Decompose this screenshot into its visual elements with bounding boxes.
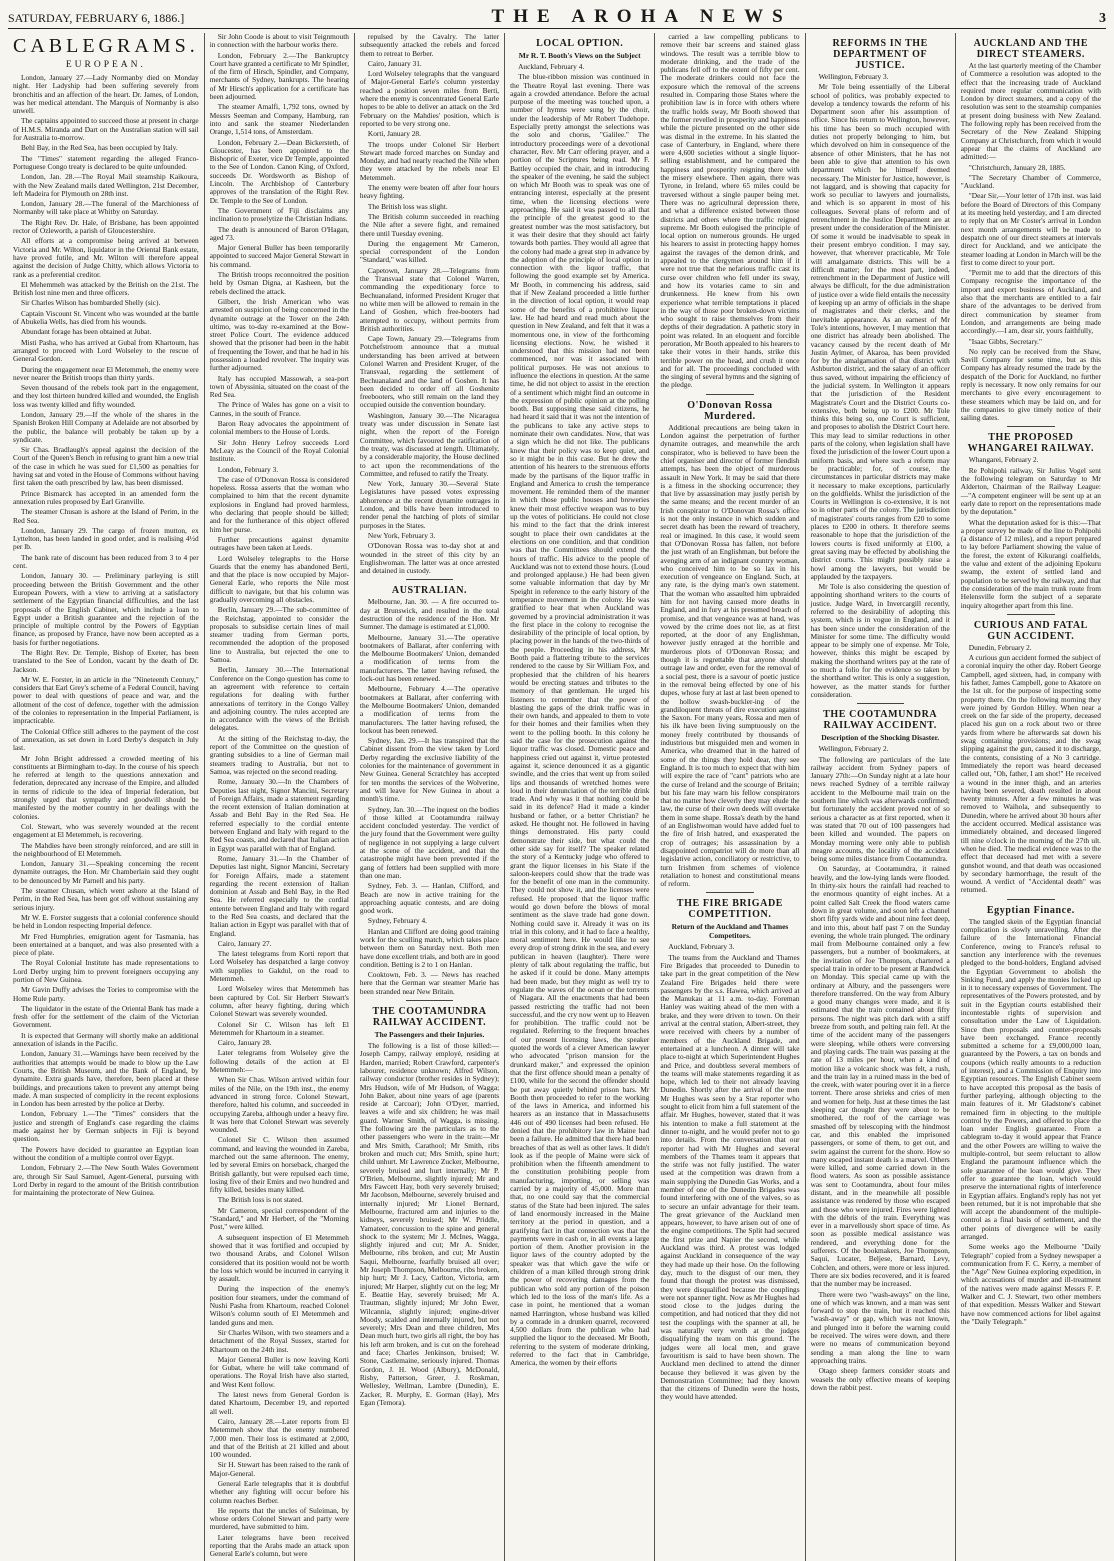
article-paragraph: London, January 31.—Warnings have been received by the authorities that attempts would be made to blow up the Law Courts, the British Museum, and the Bank of England, by dynamite. Extra guards have, therefore, been placed at these buildings, and precautions taken to prevent any attempt being made. A man suspected of complicity in the recent explosions in London has been arrested by the police at Derby.	[13, 1049, 199, 1109]
article-paragraph: Cape Town, January 29.—Telegrams from Potchefstroom announce that a mutual understanding has been arrived at between Colonel Warren and President Kruger, of the Transvaal, regarding the settlement of Bechuanaland and the land of Goshen. It has been decided to order off all Goshenite freebooters, who still remain on the land they occupied outside the convention boundary.	[359, 334, 500, 410]
column-1	[8, 33, 205, 1561]
gun-accident-title: CURIOUS AND FATAL GUN ACCIDENT.	[973, 619, 1088, 642]
article-paragraph: London, February 2.—The New South Wales Government are, through Sir Saul Samuel, Agent-General, pursuing with Lord Derby in regard to the amount of the British contribution for maintaining the protectorate of New Guinea.	[13, 1163, 199, 1198]
article-paragraph: London, February 1.—The "Times" considers that the justice and strength of England's case regarding the claims made against her by German subjects in Fiji is beyond question.	[13, 1109, 199, 1144]
cootamundra-title: THE COOTAMUNDRA RAILWAY ACCIDENT.	[372, 1006, 487, 1029]
australian-body	[360, 598, 499, 996]
cootamundra-subtitle: The Passengers and their Injuries.	[374, 1030, 485, 1040]
article-paragraph: The Mahdies have been strongly reinforced, and are still in the neighbourhood of El Metemmeh.	[13, 840, 199, 858]
article-paragraph: Lord Wolseley telegraphs to the Horse Guards that the enemy has abandoned Berti, and that the place is now occupied by Major-General Earle, who reports the Nile most difficult to navigate, but that his column was gradually overcoming all obstacles.	[209, 553, 349, 604]
article-paragraph: The British loss is not stated.	[217, 1195, 303, 1205]
article-paragraph: General Earle telegraphs that it is doubtful whether any fighting will occur before his column reaches Berber.	[209, 1478, 349, 1505]
article-paragraph: The Royal Colonial Institute has made representations to Lord Derby urging him to prevent foreigners occupying any portion of New Guinea.	[13, 958, 199, 984]
column-6	[806, 33, 956, 1561]
reforms-title: REFORMS IN THE DEPARTMENT OF JUSTICE.	[832, 38, 928, 71]
article-paragraph: Mr W. E. Forster, in an article in the "Nineteenth Century," considers that Earl Grey's scheme of a Federal Council, having power to deal with questions of peace and war, and the allotment of the cost of defence, together with the admission of the colonies to representation in the Imperial Parliament, is impracticable.	[13, 674, 199, 726]
direct-steamers-body	[961, 62, 1101, 422]
divider	[706, 394, 753, 395]
egyptian-finance-title: Egyptian Finance.	[986, 904, 1075, 916]
divider	[706, 892, 753, 893]
article-paragraph: The tangled skein of the Egyptian financial complication is slowly unravelling. After the failure of the International Financial Conference, owing to France's refusal to sanction any interference with the revenues pledged to the bond-holders, England advised the Egyptian Government to abolish the Sinking Fund, and apply the monies locked up in it to necessary expenses of Government. The representatives of the Powers protested, and by suit in the Egyptian courts established their incontestable rights of supervision and consultation under the Law of Liquidation. Since then proposals and counter-proposals have been exchanged. France recently submitted a scheme for a £9,000,000 loan, guaranteed by the Powers, a tax on bonds and coupons (which really amounts to a reduction of interest), and a Commission of Enquiry into Egyptian resources. The English Cabinet seem to have accepted this proposal as the basis of further parleying, although objecting to the main features of it. Mr Gladstone's cabinet remained firm in objecting to the multiple control by the Powers, and offered to place the loan under English guarantee. From a cablegram to-day it would appear that France and the other Powers are willing to waive the multiple-control, but seem reluctant to allow England the paramount influence which the sole guarantee of the loan would give. They offer to guarantee the loan, which would preserve the international rights of interference in Egyptian affairs. England's reply has not yet been returned, but it is not improbable that she will accept the abandonment of the multiple-control as a final basis of settlement, and the other points of divergence will be easily arranged.	[960, 916, 1101, 1241]
article-paragraph: Seven thousand of the rebels took part in the engagement, and they lost thirteen hundred killed and wounded, the English loss was twenty killed and fifty wounded.	[13, 383, 199, 409]
columns	[8, 32, 1106, 1559]
fire-brigade-subtitle: Return of the Auckland and Thames Competitors.	[671, 922, 789, 941]
article-paragraph: Some weeks ago the Melbourne "Daily Telegraph" copied from a Sydney newspaper a communication from F. C. Kerry, a member of the "Age" New Guinea exploring expedition, in which accusations of murder and ill-treatment of the natives were made against Messrs F. P. Walker and C. J. Stewart, two other members of that expedition. Messrs Walker and Stewart have now commenced actions for libel against the "Daily Telegraph."	[960, 1242, 1101, 1326]
article-paragraph: The British loss was slight.	[367, 201, 448, 211]
article-paragraph: Later telegrams have been received reporting that the Arabs made an attack upon General Earle's column, but were	[209, 1532, 349, 1559]
article-paragraph: Mr Tole is also considering the question of appointing shorthand writers to the courts of justice. Judge Ward, in Invercargill recently, referred to the desirability of adopting this system, which is in vogue in England, and it has been since under the consideration of the Minister for some time. The difficulty would appear to be simply one of expense. Mr Tole, however, thinks this might be escaped by making the shorthand writers pay at the rate of so much a folio for the evidence so taken by the shorthand writer. This is only a suggestion, however, as the matter stands for further consideration.	[810, 582, 950, 699]
article-paragraph: Major General Buller is now leaving Korti for Gubat, where he will take command of operations. The Royal Irish have also started, and West Kent follow.	[209, 1354, 349, 1389]
article-paragraph: London, February 3.	[217, 464, 279, 474]
article-paragraph: Abundant forage has been obtained at Jubat.	[21, 327, 152, 337]
article-paragraph: The following is a list of those killed:—Joseph Campy, railway employé, residing at Harden, married; Robert Crawford, carpenter's labourer, residence unknown; Alfred Wilson, railway conductor (brother resides in Sydney); Mrs Hudson, wife of Mr Hudson, of Wagga; John Baker, about nine years of age (parents reside at Carcoar); John O'Dyer, married, leaves a wife and six children; he was mail guard. Warner Smith, of Wagga, is missing. The following are the particulars as to the other passengers who were in the train:—Mr and Mrs Smith, Carathool; Mr Smith, ribs broken and much cut; Mrs Smith, spine hurt; child unhurt. Mr Lawrence Zucker, Melbourne, severely bruised and hurt internally; Mr P. O'Brien, Melbourne, slightly injured; Mr and Mrs Fawcett Hay, both very severely bruised; Mr Jacobson, Melbourne, severely bruised and internally injured; Mr Lionel Bernard, Melbourne, fractured arm and injuries to the kidneys, severely bruised; Mr W. Priddle, Yamateer, concussion to the spine and general shock to the system; Mr J. McInes, Wagga, slightly injured and cut; Mr A. Snider, Melbourne, ribs broken, and cut; Mr Austin Saqui, Melbourne, fearfully bruised all over; Mr Joseph Thompson, Melbourne, ribs broken, hip hurt; Mr J. Lacy, Carlton, Victoria, arm injured; Mr Harper, slightly cut on the leg; Mr E. Beattie Hay, severely bruised; Mr A. Trautman, slightly injured; Mr John Ewer, Wilcannia, slightly injured; engine-driver Moody, scalded and internally injured, but not severely; Mrs Dean and three children, Mrs Dean much hurt, two girls all right, the boy has his left arm broken, and is cut on the forehead and face; Charles Jenkinson, bruised; W. Stone, Castlemaine, seriously injured. Thomas Gordon, J. H. Wood (Albury), McDonald, Risby, Patterson, Greer, J. Roskman, Wellesley, Wellman, Lambre (Dunedin), E. Zacker, R. Murphy, E. Gorman (Hay), Mrs Egan (Temora).	[359, 1041, 500, 1407]
article-paragraph: Sir Charles Wilson has bombarded Shelly (sic).	[21, 298, 161, 308]
article-paragraph: The steamer Amalfi, 1,792 tons, owned by Messrs Seeman and Company, Hamburg, ran into and sank the steamer Niederlanden Orange, 1,514 tons, of Amsterdam.	[209, 102, 349, 137]
article-paragraph: New York, January 30.—Several State Legislatures have passed votes expressing abhorrence at the recent dynamite outrages in London, and bills have been introduced to render penal the hatching of plots of similar purposes in the States.	[359, 479, 500, 530]
article-paragraph: The captains appointed to succeed those at present in charge of H.M.S. Miranda and Dart on the Australian station will sail for Australia to-morrow.	[13, 116, 199, 143]
page-number: 3	[1098, 11, 1106, 26]
article-paragraph: Col. Stewart, who was severely wounded at the recent engagement at El Metemmeh, is recovering.	[13, 821, 199, 840]
local-option-body	[510, 63, 649, 1368]
article-paragraph: During the engagement near El Metemmeh, the enemy were never nearer the British troops than thirty yards.	[13, 364, 199, 382]
article-paragraph: Cairo, January 28.—Later reports from El Metemmeh show that the enemy numbered 7,000 men. Their loss is estimated at 2,000, and that of the British at 21 killed and about 100 wounded.	[209, 1416, 349, 1460]
article-paragraph: Whangarei, February 2.	[968, 455, 1039, 465]
article-paragraph: "The Secretary Chamber of Commerce, "Auckland.	[960, 172, 1101, 191]
article-paragraph: The latest news from General Gordon is dated Khartoum, December 19, and reported all well.	[209, 1390, 349, 1416]
masthead	[8, 6, 1106, 29]
article-paragraph: Behl Bay, in the Red Sea, has been occupied by Italy.	[21, 143, 178, 153]
european-subtitle: EUROPEAN.	[65, 60, 146, 70]
article-paragraph: Melbourne, January 31.—The operative bootmakers of Ballarat, after conferring with the Melbourne Bootmakers' Union, demanded a modification of terms from the manufacturers. The latter having refused, the lock-out has been renewed.	[359, 632, 500, 684]
reforms-body	[811, 73, 950, 699]
rossa-body	[660, 424, 799, 889]
direct-steamers-title: AUCKLAND AND THE DIRECT STEAMERS.	[973, 38, 1089, 60]
rossa-title: O'Donovan Rossa Murdered.	[687, 399, 773, 422]
article-paragraph: repulsed by the Cavalry. The latter subsequently attacked the rebels and forced them to retreat to Berber.	[359, 32, 500, 58]
cootamundra-description-body	[811, 745, 950, 1392]
article-paragraph: Mr W. E. Forster suggests that a colonial conference should be held in London respecting Imperial defence.	[13, 912, 199, 931]
article-paragraph: There were two "wash-aways" on the line, one of which was known, and a man was sent forward to stop the train, but it reached this "wash-away" or gap, which was not known, and plunged into it before the warning could be received. The wires were down, and there were no means of communication beyond sending a man along the line to warn approaching trains.	[810, 1289, 950, 1365]
article-paragraph: Italy has occupied Massowah, a sea-port town of Abyssinia, situated on the coast of the Red Sea.	[209, 373, 349, 400]
article-paragraph: London, February 2.—The Bankruptcy Court have granted a certificate to Mr Spindler, of the firm of Hirsch, Spindler, and Company, merchants of Sydney, bankrupts. The hearing of Mr Hirsch's application for a certificate has been adjourned.	[209, 50, 349, 102]
article-paragraph: No reply can be received from the Shaw, Savill Company for some time, but as this Company has already resumed the trade by the despatch of the Doric for Auckland, no further reply is necessary. It now only remains for our merchants to give every encouragement to these steamers which may be laid on, and for the companies to give timely notice of their sailing dates.	[960, 346, 1101, 423]
fire-brigade-body	[660, 943, 799, 1401]
article-paragraph: The bank rate of discount has been reduced from 3 to 4 per cent.	[13, 552, 199, 571]
article-paragraph: Cairo, January 31.	[367, 58, 422, 68]
article-paragraph: The blue-ribbon mission was continued in the Theatre Royal last evening. There was again a crowded attendance. Before the actual purpose of the meeting was touched upon, a number of hymns were sung by the choir, under the leadership of Mr Robert Tudehope. Especially pretty amongst the selections was the solo and chorus, "Galilee." The introductory proceedings were of a devotional character, Rev. Mr Carr offering prayer, and a portion of the Scriptures being read. Mr F. Battley occupied the chair, and in introducing the speaker of the evening, he said the subject on which Mr Booth was to speak was one of entrancing interest, especially at the present time, when the licensing elections were approaching. He said it was passed to all that the principle of the greatest good to the greatest number was the most satisfactory, but it was their desire that they should act fairly towards both parties. They would all agree that the colony had made a great step in advance by the adoption of the principle of local option in connection with the liquor traffic, that following the good example set by America. Mr Booth, in commencing his address, said that if New Zealand proceeded a little further in the direction of local option, it would reap some of the benefits of a prohibitive liquor law. He had heard and read much about the question in New Zealand, and felt that it was a momentous one, in view of the forthcoming licensing elections. Now, he wished it understood that this mission had not been commenced, nor was it associated with political purposes. He was not anxious to influence the elections in question. At the same time, he did not object to assist in the erection of a sentiment which might find an outcome in the expression of public opinion at the polling booth. But supposing these said citizens, he had heard it said that it was not the intention of the publicans to take any active steps to nominate their own candidates. Now, that was a sign which he did not like. The publicans knew that their policy was to keep quiet, and so it might be in this case. But he drew the attention of his hearers to the strenuous efforts made by the partisans of the liquor traffic in England and America to crush the temperance movement. He reminded them of the manner in which those public houses and breweries knew their most effective weapon was to buy up the votes of politicians. He could not close his mind to the fact that the drink interest sought to place their own candidates at the elections on one condition, and that condition was that the Committees should extend the hours of traffic. His advice to the people of Auckland was not to extend those hours. (Loud and prolonged applause.) He had been given some valuable information that day by Mr Speight in reference to the early history of the temperance movement in the colony. He was gratified to hear that when Auckland was governed by a provincial administration it was the first place in the colony to recognise the desirability of the principle of local option, by placing power in the hands of the two-thirds of the people. Proceeding in his address, Mr Booth paid a flattering tribute to the services rendered to the cause by Sir William Fox, and prophesied that the children of his hearers would be erecting statues and tributes to the memory of that gentleman. He urged his listeners to remember that the power of blasting the gaps of the drink traffic was in their own hands, and appealed to them to vote for their homes and their families when they went to the polling booth. In this colony he said the case for the prosecution against the liquor traffic was closed. Domestic peace and happiness cried out against it, virtue protested against it, science denounced it as a gigantic swindle, and the cries that went up from soiled lips and thousands of wretched homes were loud in their denunciation of the terrible drink trade. And why was it that nothing could be said in its defence? Had it made a kinder husband or father, or a better Christian? he asked. He thought not. He followed in having things demonstrated. His party could demonstrate their side, but what could the other side say for itself? The speaker related the story of a Kentucky judge who offered to grant the liquor licenses in his State if the saloon-keepers could show that the trade was for the benefit of one man in the community. They could not show it, and the licenses were refused. He proposed that the liquor traffic would go down before the blows of moral sentiment as the slave trade had gone down. Nothing could save it. Already it was on its trial in this colony, and it had to face a healthy, moral sentiment here. He would like to see every drop of strong drink in the sea, and every publican in heaven (laughter). There were plenty of talk about regulating the traffic, but he asked if it could be done. Many attempts had been made, but they might as well try to regulate the waves of the ocean or the torrents of Niagara. All the enactments that had been passed restricting the traffic had not been successful, and the cry now went up to Heaven for prohibition. The traffic could not be regulated. Referring to the frequent breaches of our present licensing laws, the speaker quoted the words of a clever American lawyer who advocated "prison mansion for the drunkard maker," and expressed the opinion that the first offence should mean a penalty of £100, while for the second the offender should be put away quietly behind prison bars. Mr Booth then proceeded to refer to the working of the laws in America, and informed his hearers as an instance that in Massachusetts 446 out of 490 licenses had been refused. He denied that the prohibitory law in Maine had been a failure. He admitted that there had been breaches of that as well as other laws. It didn't look as if the people of Maine were sick of prohibition when the fifteenth amendment to the constitution prohibiting people from manufacturing, importing, or selling was carried by a majority of 45,000. More than that, no one could say that the commercial status of the State had been injured. The sales of land enormously increased in the Maine territory at the period in question, and a gratifying fact in that connection was that the payments were in cash or, in all events a large portion of them. Another provision in the liquor laws of the country adopted by the speaker was that which gave the wife or children of a man killed through strong drink the power of recovering damages from the publican who sold any portion of the poison which led to the loss of the man's life. As a case in point, he mentioned that a woman named Harrington, whose husband was killed by a comrade in a drunken quarrel, recovered 4,500 dollars from the publican who had supplied the liquor to the deceased. Mr Booth, referring to the system of moderate drinking, referred to the fact that in Cambridge, America, the women by their efforts	[510, 72, 650, 1368]
column-3	[355, 33, 505, 1561]
article-paragraph: The latest telegrams from Korti report that Lord Wolseley has despatched a large convoy with supplies to Gakdul, on the road to Metemmeh.	[209, 949, 349, 984]
article-paragraph: During the inspection of the enemy's position four steamers, under the command of Nushi Pasha from Khartoum, reached Colonel Wilson's column south of El Metemmeh and landed guns and men.	[209, 1284, 349, 1327]
cootamundra-body	[360, 1042, 499, 1407]
article-paragraph: O'Donovan Rossa was to-day shot at and wounded in the street of this city by an Englishwoman. The latter was at once arrested and detained in custody.	[359, 541, 500, 576]
issue-date: SATURDAY, FEBRUARY 6, 1886.]	[8, 11, 185, 25]
article-paragraph: Sydney, Feb. 3. — Hanlan, Clifford, and Beach are now in active training for the approaching aquatic contests, and are doing good work.	[359, 881, 500, 916]
fire-brigade-title: THE FIRE BRIGADE COMPETITION.	[676, 898, 784, 921]
gun-accident-body	[961, 644, 1101, 895]
article-paragraph: The liquidator in the estate of the Oriental Bank has made a fresh offer for the settlement of the claim of the Victorian Government.	[13, 1003, 199, 1030]
article-paragraph: During the engagement Mr Cameron, special correspondent of the London "Standard," was killed.	[359, 238, 500, 265]
article-paragraph: The British column succeeded in reaching the Nile after a severe fight, and remained there until Tuesday evening.	[359, 211, 500, 238]
article-paragraph: London, February 2.—Dean Bickersteth, of Gloucester, has been appointed to the Bishopric of Exeter, vice Dr Temple, appointed to the See of London. Canon King, of Oxford, succeeds Dr. Wordsworth as Bishop of Lincoln. The Archbishop of Canterbury approves of the translation of the Right Rev. Dr. Temple to the See of London.	[209, 137, 349, 205]
article-paragraph: The Colonial Office still adheres to the payment of the cost of annexation, as set down in Lord Derby's despatch in July last.	[13, 726, 199, 753]
article-paragraph: Sir John Coode is about to visit Teignmouth in connection with the harbour works there.	[209, 32, 349, 50]
article-paragraph: "Isaac Gibbs, Secretary."	[968, 336, 1042, 346]
whangarei-railway-body	[961, 456, 1101, 609]
article-paragraph: A subsequent inspection of El Metemmeh showed that it was fortified and occupied by two thousand Arabs, and Colonel Wilson considered that its position would not be worth the loss which would be incurred in carrying it by assault.	[209, 1232, 349, 1284]
article-paragraph: The case of O'Donovan Rossa is considered hopeless. Rossa asserts that the woman who complained to him that the recent dynamite explosions in England had proved harmless, who declaring that people should be killed; and for the furtherance of this object offered him her purse.	[209, 474, 349, 534]
article-paragraph: The teams from the Auckland and Thames Fire Brigades that proceeded to Dunedin to take part in the great competition of the New Zealand Fire Brigades held there were passengers by the s.s. Hawea, which arrived at the Manukau at 11 a.m. to-day. Foreman Hanley was waiting ahead of the men with a brake, and they were driven to town. On their arrival at the central station, Albert-street, they were received with cheers by a number of members of the Auckland Brigade, and entertained at a luncheon. A dinner will take place to-night at which Superintendent Hughes and Price, and doubtless several members of the teams will make statements regarding it as hope, which led to their not already leaving Dunedin. Shortly after the arrival of the men Mr Hughes was seen by a Star reporter who sought to elicit from him a full statement of the affair. Mr Hughes, however, stated that it was his intention to make a full statement at the dinner to-night, and he would prefer not to go into details. From the conversation that our reporter had with Mr Hughes and several members of the Thames team it appears that the strife was not fully justified. The water used at the competition was drawn from a main supplying the Dunedin Gas Works, and a member of one of the Dunedin Brigades was found interfering with one of the valves, so as to secure an unfair advantage for their team. The great grievance of the Auckland men appears, however, to have arisen out of one of the engine competitions. The Split had secured the first prize and Napier the second, while Auckland was third. A protest was lodged against Auckland in consequence of the way they had made up their hose. On the following day, much to the disgust of our men, they found that though the protest was dismissed, they were disqualified because the couplings were not spanner tight. Now as Mr Hughes had stood close to the judges during the competition, and had noticed that they did not test the couplings with the spanner at all, he was naturally very wroth at the judges disqualifying the team on this ground. The judges were all local men, and grave favouritism is said to have been shown. The Auckland men declined to attend the dinner because they believed it was given by the Demonstration Committee; had they known that the citizens of Dunedin were the hosts, they would have attended.	[660, 952, 800, 1402]
article-paragraph: Baron Reay advocates the appointment of colonial members to the House of Lords.	[209, 419, 349, 437]
article-paragraph: Major General Buller has been temporarily appointed to succeed Major General Stewart in his command.	[209, 243, 349, 269]
article-paragraph: Rome, January 31.—In the Chamber of Deputies last night, Signor Mancini, Secretary for Foreign Affairs, made a statement regarding the recent extension of Italian dominion at Assab and Behl Bay, in the Red Sea. He referred especially to the cordial entente between England and Italy with regard to the Red Sea coasts, and declared that the Italian action in Egypt was parallel with that of England.	[209, 853, 349, 938]
article-paragraph: All efforts at a compromise being arrived at between Victoria and Mr. Wilton, liquidator in the Oriental Bank estate, have proved futile, and Mr. Wilton will therefore appeal against the decision of Judge Chitty, which allows Victoria to rank as a preferential creditor.	[13, 236, 199, 279]
article-paragraph: London, January 29. The cargo of frozen mutton, ex Lyttelton, has been landed in good order, and is realising 4½d per lb.	[13, 525, 199, 552]
article-paragraph: On Saturday, at Cootamundra, it rained heavily, and the low-lying lands were flooded. In thirty-six hours the rainfall had reached to the enormous quantity of eight inches. At a point called Salt Creek the flood waters came down in great volume, and soon left a channel short fifty yards wide and about nine feet deep, and into this, about half past 7 on the Sunday evening, the whole train plunged. The ordinary mail from Melbourne contained only a few passengers, but a number of bookmakers, at the invitation of Joe Thompson, chartered a special train in order to be present at Randwick on Monday. This special came up with the ordinary at Albury, and the passengers were therefore transferred. On the way from Albury a good many changes were made, and it is estimated that the train contained about fifty persons. The night was pitch dark with a stiff breeze from south, and pelting rain fell. At the time of the accident many of the passengers were sleeping, while others were conversing and playing cards. The train was passing at the rate of 13 miles per hour, when a kind of motion like a volcanic shock was felt, a rush, and the train lay in a ruined mass in the bed of the creek, with water pouring over it in a fierce torrent. There arose shrieks and cries of men and women for help. Just at these times the last sleeping car thought they were about to be smothered, the roof of the carriage was smashed off by telescoping with the hindmost car, and this enabled the imprisoned passengers, or some of them, to get out, and swim against the current for the shore. How so many escaped instant death is a marvel. Others were killed, and some carried down in the flood waters. As soon as possible assistance was sent to Cootamundra, about four miles distant, and in the meanwhile all possible assistance was rendered by those who escaped and those who were injured. Fires were lighted with the débris of the train. Everything was ever in a marvellously short space of time. As soon as possible medical assistance was rendered, and everything done for the sufferers. Of the bookmakers, Joe Thompson, Saqui, Lucater, Beljese, Barnard, Levy, Cohclen, and others, were more or less injured. There are six bodies recovered, and it is feared that the number may be increased.	[810, 864, 950, 1289]
article-paragraph: Mr Gavin Duffy advises the Tories to compromise with the Home Rule party.	[13, 985, 199, 1003]
article-paragraph: Sir H. Stewart has been raised to the rank of Major-General.	[209, 1460, 349, 1478]
article-paragraph: Gilbert, the Irish American who was arrested on suspicion of being concerned in the dynamite outrage at the Tower on the 24th ultimo, was to-day re-examined at the Bow-street Police Court. The evidence adduced showed that the prisoner had been in the habit of frequenting the Tower, and that he had in his possession a loaded revolver. The inquiry was further adjourned.	[209, 296, 349, 373]
article-paragraph: Cairo, January 27.	[217, 938, 272, 948]
article-paragraph: Re Pohipohi railway, Sir Julius Vogel sent the following telegram on Saturday to Mr Alderton, Chairman of the Railway League:—"A competent engineer will be sent up at an early date to report on the representations made by the deputation."	[960, 465, 1101, 517]
column-5	[655, 33, 805, 1561]
article-paragraph: Lord Wolseley wires that Metemmeh has been captured by Col. Sir Herbert Stewart's column, after heavy fighting, during which Colonel Stewart was severely wounded.	[209, 984, 349, 1019]
article-paragraph: The following are particulars of the late railway accident from Sydney papers of January 27th:—On Sunday night at a late hour news reached Sydney of a terrible railway accident to the Melbourne mail train on the southern line which was afterwards confirmed; but fortunately the accident proved not of so serious a character as at first reported, when it was stated that 70 out of 100 passengers had been killed and wounded. The papers on Monday morning were only able to publish meagre accounts, the locality of the accident being some miles distance from Cootamundra.	[810, 754, 950, 864]
article-paragraph: Sydney, Jan. 29.—It has transpired that the Cabinet dissent from the view taken by Lord Derby regarding the exclusive liability of the colonies for the maintenance of government in New Guinea. General Scratchley has accepted for ten months the services of the Wolverine, and will leave for New Guinea in about a month's time.	[359, 736, 500, 804]
article-paragraph: The troops under Colonel Sir Herbert Stewart made forced marches on Sunday and Monday, and had nearly reached the Nile when they were attacked by the rebels near El Metemmeh.	[359, 139, 500, 182]
article-paragraph: The Prince of Wales has gone on a visit to Cannes, in the south of France.	[209, 400, 349, 418]
article-paragraph: Dunedin, February 2.	[968, 642, 1032, 652]
divider	[1007, 899, 1055, 900]
divider	[1007, 426, 1055, 427]
article-paragraph: It is expected that Germany will shortly make an additional annexation of islands in the Pacific.	[13, 1030, 199, 1049]
article-paragraph: The Powers have decided to guarantee an Egyptian loan without the condition of a multiple control over Egypt.	[13, 1144, 199, 1162]
article-paragraph: The death is announced of Baron O'Hagan, aged 73.	[209, 224, 349, 242]
article-paragraph: New York, February 3.	[367, 530, 436, 540]
article-paragraph: At the last quarterly meeting of the Chamber of Commerce a resolution was adopted to the effect that the increasing trade of Auckland required more regular communication with London by direct steamers, and a copy of the resolution was sent to the steamship companies at present doing business with New Zealand. The following reply has been received from the Secretary of the New Zealand Shipping Company at Christchurch, from which it would appear that the claims of Auckland are admitted:—	[960, 61, 1101, 162]
article-paragraph: Captain Viscount St. Vincent who was wounded at the battle of Abukelia Wells, has died from his wounds.	[13, 308, 199, 327]
article-paragraph: Mr John Bright addressed a crowded meeting of his constituents at Birmingham to-day. In the course of his speech he referred at length to the questions annexation and federation, deprecated any increase of the Empire, and alluded in terms of ridicule to the idea of Imperial federation, but strongly urged that sympathy and goodwill should be manifested by the mother country in her dealings with the colonies.	[13, 753, 199, 821]
local-option-subtitle: Mr R. T. Booth's Views on the Subject	[518, 51, 641, 60]
cablegrams-final	[360, 33, 499, 575]
divider	[857, 703, 904, 704]
article-paragraph: Berlin, January 29.—The sub-committee of the Reichstag, appointed to consider the proposals to subsidise certain lines of mail steamer trading from German ports, recommended the adoption of the proposed line to Australia, but rejected the one to Samoa.	[209, 605, 349, 665]
article-paragraph: At the sitting of the Reichstag to-day, the report of the Committee on the question of granting subsidies to a line of German mail steamers trading to Australia, but not to Samoa, was rejected on the second reading.	[209, 733, 349, 776]
article-paragraph: Mr Cameron, special correspondent of the "Standard," and Mr Herbert, of the "Morning Post," were killed.	[209, 1205, 349, 1232]
article-paragraph: carried a law compelling publicans to remove their bar screens and stained glass windows. The result was a terrible blow to moderate drinking, and the trade of the publicans fell off to the extent of fifty per cent. The moderate drinkers could not face the exposure which the removal of the screens resulted in. Comparing those States where the prohibition law is in force with others where the traffic holds sway, Mr Booth showed that the former revelled in prosperity and happiness while the picture presented on the other side was dismal in the extreme. In his slanted the case of Canterbury, in England, where there were 4,600 societies without a single liquor-selling establishment, and he compared the happiness and prosperity reigning there with the misery elsewhere. Then again, there was Tyrone, in Ireland, where 65 miles could be traversed without a single pauper being met. There was no agricultural depression there, and what a difference existed between those districts and others where the traffic reigned supreme. Mr Booth eulogised the principle of local option on numerous grounds. He urged his hearers to assist in protecting happy homes against the ravages of the demon drink, and appealed to the clergymen around him if it were not true that the nefarious traffic cast its curse over children who fell under its sway, and how its votaries came to sin and drunkenness. He knew from his own experience what terrible temptations it placed in the way of those poor broken-down victims who sought to raise themselves from their depths of their degradation. A pathetic story in point was related. In an eloquent and forcible peroration, Mr Booth appealed to his hearers to take their votes in their hands, strike this terrible power on the head, and crush it once and for all. The proceedings concluded with the singing of several hymns and the signing of the pledge.	[660, 32, 800, 390]
article-paragraph: London, January 28.—The funeral of the Marchioness of Normanby will take place at Whitby on Saturday.	[13, 199, 199, 217]
article-paragraph: El Mehemmeh was attacked by the British on the 21st. The British lost nine men and three officers.	[13, 279, 199, 298]
article-paragraph: Rome, January 30.—In the Chambers of Deputies last night, Signor Mancini, Secretary of Foreign Affairs, made a statement regarding the recent extension of Italian domination at Assab and Behl Bay in the Red Sea. He referred especially to the cordial entente between England and Italy with regard to the Red Sea coasts, and declared that Italian action in Egypt was parallel with that of England.	[209, 777, 349, 853]
article-paragraph: The Right Rev. Dr. Hale, of Brisbane, has been appointed rector of Ozleworth, a parish of Gloucestershire.	[13, 217, 199, 236]
column-7	[956, 33, 1106, 1561]
article-paragraph: Additional precautions are being taken in London against the perpetration of further dynamite outrages, and meanwhile the arch conspirator, who is believed to have been the chief organiser and director of former fiendish attempts, has been the object of murderous assault in New York. It may be said that there is a fitness in the shocking occurrence; they that live by assassination may justly perish by the same means; and the recent murder of an Irish conspirator to O'Donovan Rossa's office is not the only instance in which sudden and secret death has been the reward of treachery, real or imagined. In this case, it would seem that O'Donovan Rossa has fallen, not before the just wrath of an Englishman, but before the avenging arm of an indignant country woman, who conceived him to be so lax in his execution of vengeance on England. Such, at any rate, is the dying man's own statement. That the woman who assaulted him upbraided him for not having caused more deaths in England, and in fury at his presumed breach of promise, and that vengeance was at hand, was vowed by the crime does not lie, as at first reported, at the door of any Englishman, however justly enraged at the horrible and murderous plots of O'Donovan Rossa; and though it is regrettable that anyone should outrage law and order, even for the removal of a social pest, there is a savour of poetic justice in the removal being effected by one of his dupes, whose fury at last at last been opened to the hollow swash-buckler-ing of the grandiloquent threats of dire execution against the Saxon. For many years, Rossa and men of his ilk have been living sumptuously on the money freely contributed by thousands of industrious but misguided men and women in America, who dreamed that in the hatred of some of the things they hold dear, they see England. It is too much to expect that with him will expire the race of "cant" patriots who are the curse of Ireland and the scourge of Britain; but his fate may warn his fellow conspirators that no matter how cleverly they may elude the law, the curse of their own deeds will overtake them in some shape. Rossa's death by the hand of an Englishwoman would have added fuel to the fire of Irish hatred, and exasperated the crop of outrages; his assassination by a disappointed compatriot will do more than all legislative action, conciliatory or restrictive, to turn Irishmen from schemes of violence retaliation to honest and constitutional means of reform.	[660, 422, 800, 889]
article-paragraph: "Dear Sir,—Your letter of 17th inst. was laid before the Board of Directors of this Company at its meeting held yesterday, and I am directed to reply that on Mr Coster's arrival in London next month arrangements will be made to despatch one of our direct steamers at intervals direct for Auckland, and we anticipate the steamer loading at London in March will be the first to come direct to your port.	[960, 191, 1101, 267]
article-paragraph: What the deputation asked for is this:—That a proper survey be made of the line to Pohipohi (a distance of 12 miles), and a report prepared to lay before Parliament showing the value of the forest, the extent of Kikurangi coalfields, the value and extent of the adjoining Epokuru swamp, the extent of settled land and population to be served by the railway, and that the consideration of the main trunk route from Helensville form the subject of a separate inquiry altogether apart from this line.	[960, 517, 1101, 610]
article-paragraph: Colonel Sir C. Wilson has left El Metemmeh for Khartoum in a steamer.	[209, 1019, 349, 1037]
article-paragraph: London, January 27.—Lady Normanby died on Monday night. Her Ladyship had been suffering severely from bronchitis and an affection of the heart. Dr. James, of London, was her medical attendant. The Marquis of Normanby is also unwell.	[13, 73, 199, 116]
paper-name: THE AROHA NEWS	[491, 6, 792, 27]
article-paragraph: Mr Tole being essentially of the Liberal school of politics, was probably expected to develop a tendency towards the reform of his Department soon after his assumption of office. Since his return to Wellington, however, his time has been so much occupied with duties not properly belonging to him, but which devolved on him in consequence of the absence of other Ministers, that he has not been able to give that attention to his own department which he himself deemed necessary. The Minister for Justice, however, is not laggard, and is showing that capacity for work so peculiar to lawyers and journalists, and which is so apparent in most of his colleagues. Several plans of reform and of retrenchment in the Justice Department are at present under the consideration of the Minister. Of some it would be inadvisable to speak in their present embryo condition. I may say, however, that wherever practicable, Mr Tole will amalgamate districts. This will be a difficult matter; for the most part, indeed, retrenchment in the Department of Justice will always be difficult, for the due administration of justice over a wide field entails the necessity of keeping up an army of officials in the shape of magistrates and their clerks, and the inevitable appearance. As an earnest of Mr Tole's intentions, however, I may mention that one district has already been abolished. The vacancy caused by the recent death of Mr Justin Aylmer, of Akaroa, has been provided for by the amalgamation of that district with Ashburton district, and the salary of an officer thus saved, without impairing the efficiency of the judicial system. In Wellington it appears that the jurisdiction of the Resident Magistrate's Court and the District Courts co-extensive, both being up to £200. Mr Tole thinks this being so, one Court is sufficient, and proposes to abolish the District Court here. This may lead to similar reductions in other parts of the colony, when legislation shall have fixed the jurisdiction of the lower Court upon a uniform basis, and where such a reform may be practicable; for, of course, the circumstances in particular districts may make it necessary to make exceptions, particularly on the goldfields. Whilst the jurisdiction of the Courts in Wellington is co-extensive, it is not so in other parts of the colony. The jurisdiction of magistrates' courts ranges from £20 to some places to £200 in others. It therefore seems reasonable to hope that the jurisdiction of the lowers courts is fixed uniformly at £100, a great saving may be effected by abolishing the district courts. This might possibly raise a howl among the lawyers, but would be applauded by the taxpayers.	[810, 82, 950, 581]
article-paragraph: Berlin, January 30.—The International Conference on the Congo question has come to an agreement with reference to certain regulations for dealing with further annexations of territory in the Congo Valley and adjoining country. The rules accepted are in accordance with the views of the British delegates.	[209, 665, 349, 733]
local-option-continued	[660, 33, 799, 390]
article-paragraph: Otago sheep farmers consider stoats and weasels the only effective means of keeping down the rabbit pest.	[810, 1366, 950, 1392]
article-paragraph: Colonel Sir C. Wilson then assumed command, and leaving the wounded in Zareba, marched out the same afternoon. The enemy, led by several Emirs on horseback, charged the British gallantly, but were repulsed each time, losing five of their Emirs and two hundred and fifty killed, besides many killed.	[209, 1135, 349, 1195]
divider	[1007, 614, 1055, 615]
article-paragraph: Cooktown, Feb. 3. — News has reached here that the German war steamer Marie has been stranded near New Britain.	[359, 970, 500, 996]
egyptian-finance-body	[961, 918, 1101, 1327]
divider	[406, 579, 453, 580]
article-paragraph: Mr Fred Humphries, emigration agent for Tasmania, has been entertained at a banquet, and was also presented with a piece of plate.	[13, 931, 199, 958]
column-4	[505, 33, 655, 1561]
article-paragraph: Wellington, February 3.	[818, 72, 889, 81]
article-paragraph: The Government of Fiji disclaims any inclination to proselytize the Christian Indians.	[209, 205, 349, 224]
article-paragraph: "Christchurch, January 28, 1885.	[968, 162, 1066, 172]
article-paragraph: He reports that the uncles of Suleiman, by whose orders Colonel Stewart and party were murdered, have submitted to him.	[209, 1505, 349, 1532]
article-paragraph: Wellington, February 2.	[818, 744, 889, 754]
article-paragraph: Prince Bismarck has accepted in an amended form the annexation rules proposed by Earl Granville.	[13, 488, 199, 506]
article-paragraph: Auckland, February 3.	[668, 942, 735, 952]
australian-title: AUSTRALIAN.	[391, 585, 468, 597]
cootamundra-description-title: THE COOTAMUNDRA RAILWAY ACCIDENT.	[823, 709, 938, 732]
article-paragraph: Later telegrams from Wolseley give the following details of the action at El Metemmeh:—	[209, 1048, 349, 1075]
article-paragraph: Sir John Henry Lefroy succeeds Lord McLeay as the Council of the Royal Colonial Institute.	[209, 437, 349, 464]
article-paragraph: London, Jan. 28.—The Royal Mail steamship Kaikoura, with the New Zealand mails dated Wellington, 21st December, left Madeira for Plymouth on 28th inst.	[13, 172, 199, 198]
article-paragraph: Sydney, Jan. 30.—The inquest on the bodies of those killed at Cootamundra railway accident concluded yesterday. The verdict of the jury found that the Government were guilty of negligence in not supplying a large culvert at the scene of the accident, and that the catastrophe might have been prevented if the gang of fettlers had been supplied with more than one man.	[359, 804, 500, 880]
article-paragraph: Sir Charles Wilson, with two steamers and a detachment of the Royal Sussex, started for Khartoum on the 24th inst.	[209, 1327, 349, 1354]
article-paragraph: The steamer Chusan is ashore at the Island of Perim, in the Red Sea.	[13, 507, 199, 525]
article-paragraph: Cairo, January 28.	[217, 1038, 272, 1048]
article-paragraph: Washington, January 30.—The Nicaragua treaty was under discussion in Senate last night, when the report of the Foreign Committee, which favoured the ratification of the treaty, was discussed at length. Ultimately, by a considerable majority, the House declined to act upon the recommendations of the Committee, and refused to ratify the Treaty.	[359, 410, 500, 478]
cablegrams-title: CABLEGRAMS.	[13, 35, 199, 57]
column-2	[205, 33, 355, 1561]
whangarei-railway-title: THE PROPOSED WHANGAREI RAILWAY.	[967, 432, 1095, 455]
divider	[406, 1000, 453, 1001]
article-paragraph: Sir Chas. Bradlaugh's appeal against the decision of the Court of the Queen's Bench in refusing to grant him a new trial of the case in which he was sued for £1,500 as penalties for having sat and voted in the House of Commons without having first taken the oath prescribed by law, has been dismissed.	[13, 445, 199, 488]
article-paragraph: Further precautions against dynamite outrages have been taken at Leeds.	[209, 534, 349, 553]
article-paragraph: Melbourne, Jan. 30. — A fire occurred to-day at Brunswick, and resulted in the total destruction of the residence of the Hon. Mr Sumner. The damage is estimated at £1,000.	[359, 597, 500, 632]
article-paragraph: The "Times" statement regarding the alleged Franco-Portuguese Congo treaty is declared to be quite unfounded.	[13, 153, 199, 171]
article-paragraph: London, January 30. — Preliminary parleying is still proceeding between the British Government and the other European Powers, with a view to arriving at a satisfactory settlement of the Egyptian financial difficulties, and the last proposals of the English Cabinet, which include a loan to Egypt under a British guarantee and the rejection of the principle of multiple control by the Powers of Egyptian finance, as proposed by France, have now been accepted as a basis for further negotiations.	[13, 571, 199, 647]
article-paragraph: The steamer Chusan, which went ashore at the Island of Perim, in the Red Sea, has been got off without sustaining any serious injury.	[13, 886, 199, 912]
cablegrams-body	[13, 74, 199, 1197]
article-paragraph: London, January 31.—Speaking concerning the recent dynamite outrages, the Hon. Mr Chamberlain said they ought to be denounced by Mr Parnell and his party.	[13, 859, 199, 885]
local-option-title: LOCAL OPTION.	[536, 38, 624, 49]
article-paragraph: Capetown, January 28.—Telegrams from the Transvaal state that Colonel Warren, commanding the expeditionary force to Bechuanaland, informed President Kruger that no white men will be allowed to remain in the Land of Goshen, which free-booters had attempted to occupy, without permits from British authorities.	[359, 265, 500, 333]
article-paragraph: Hanlan and Clifford are doing good training work for the sculling match, which takes place between them on Saturday next. Both men have done excellent trials, and both are in good condition. Betting is 2 to 1 on Hanlan.	[359, 926, 500, 969]
article-paragraph: When Sir Chas. Wilson arrived within four miles of the Nile, on the 19th inst., the enemy advanced in strong force. Colonel Stewart, therefore, halted his column, and succeeded in occupying Zareba, although under a heavy fire. It was here that Colonel Stewart was severely wounded.	[209, 1075, 349, 1135]
cablegrams-continued	[210, 33, 349, 1559]
cootamundra-description-subtitle: Description of the Shocking Disaster.	[821, 733, 940, 743]
article-paragraph: The enemy were beaten off after four hours heavy fighting.	[359, 183, 500, 201]
article-paragraph: A curious gun accident formed the subject of a coronial inquiry the other day. Robert George Campbell, aged sixteen, had, in company with his father, James Campbell, gone to Akatore on the 1st ult. for the purpose of inspecting some property there. On the following morning they were joined by Gordon Hilley. When near a creek on the far side of the property, deceased placed his gun on a rock about two or three yards from where he afterwards sat down his swag containing provisions; and the swag slipping against the gun, caused it to discharge, the contents, consisting of a No 3 cartridge. Immediately the report was heard deceased called out, "Oh, father, I am shot!" He received a wound in the inner thigh, and an arteries having been severed, death resulted in about twenty minutes. After a few minutes he was removed to Waihola, and subsequently to Dunedin, where he arrived about 30 hours after the accident occurred. Medical assistance was immediately obtained, and deceased lingered till nine o'clock in the morning of the 27th ult. when he died. The medical evidence was to the effect that deceased had met with a severe gunshot wound, and that death was occasioned by secondary hæmorrhage, the result of the wound. A verdict of "Accidental death" was returned.	[960, 653, 1101, 895]
article-paragraph: The British troops reconnoitred the position held by Osman Digna, at Kasheen, but the rebels declined the attack.	[209, 270, 349, 296]
article-paragraph: Korti, January 28.	[367, 129, 421, 139]
article-paragraph: Sydney, February 4.	[367, 916, 427, 926]
article-paragraph: "Permit me to add that the directors of this Company recognise the importance of the import and export business of Auckland, and also that the merchants are entitled to a fair share of the advantages to be derived from direct communication by steamer from London, and arrangements are being made accordingly.—I am, dear sir, yours faithfully,	[960, 268, 1101, 336]
article-paragraph: Misti Pasha, who has arrived at Gubal from Khartoum, has arranged to proceed with Lord Wolseley to the rescue of General Gordon.	[13, 337, 199, 364]
article-paragraph: Lord Wolseley telegraphs that the vanguard of Major-General Earle's column yesterday reached a position seven miles from Berti, where the enemy is concentrated General Earle hopes to be able to deliver an attack on the 3rd February on the Mahdies' position, which is reported to be very strong one.	[359, 69, 500, 128]
article-paragraph: London, January 29.—If the whole of the shares in the Spanish Broken Hill Company at Adelaide are not absorbed by the public, the balance will probably be taken up by a syndicate.	[13, 409, 199, 444]
article-paragraph: Melbourne, February 4.—The operative bootmakers at Ballarat, after conferring with the Melbourne Bootmakers' Union, demanded a modification of terms from the manufacturers. The latter having refused, the lockout has been renewed.	[359, 684, 500, 735]
article-paragraph: Auckland, February 4.	[518, 62, 585, 71]
article-paragraph: The Right Rev. Dr. Temple, Bishop of Exeter, has been translated to the See of London, vacant by the death of Dr. Jackson.	[13, 648, 199, 674]
